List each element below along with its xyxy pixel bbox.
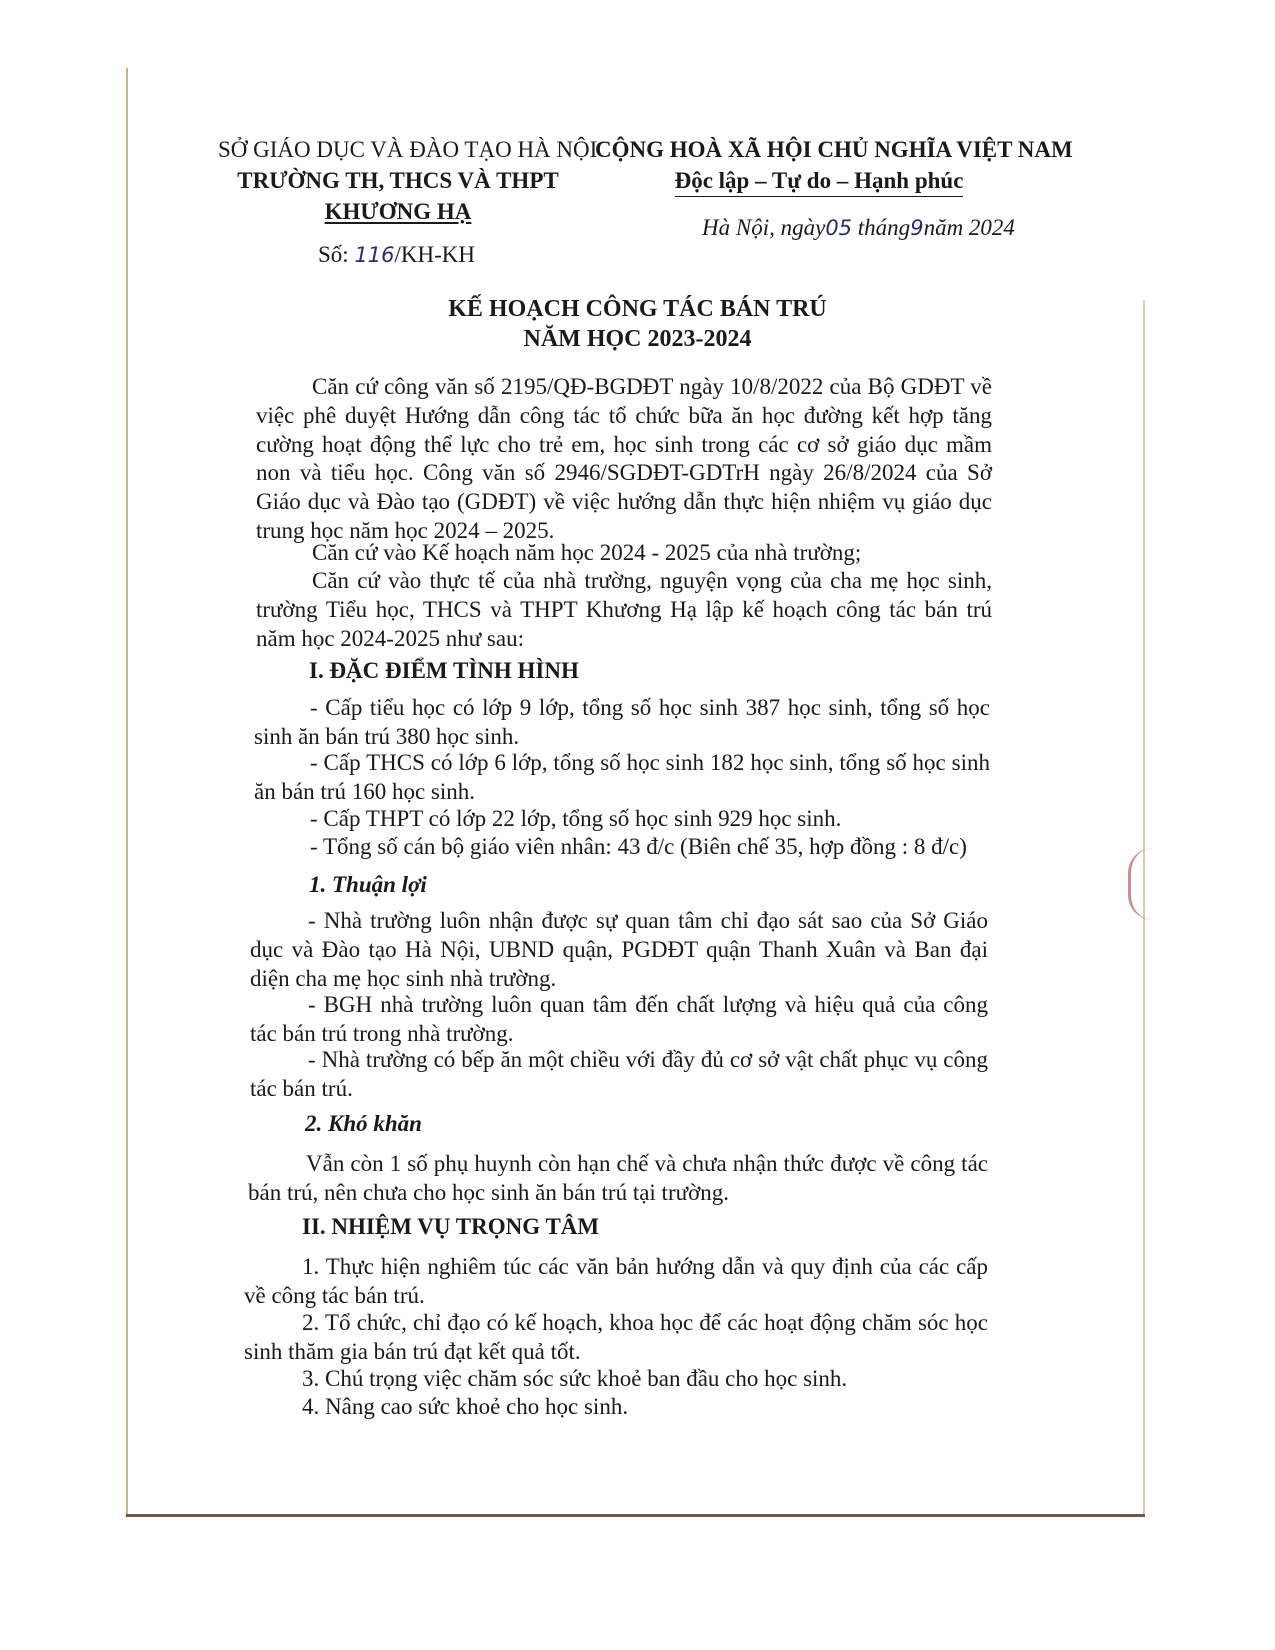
handwritten-month: 9	[910, 216, 924, 240]
issuer-school-name: KHƯƠNG HẠ	[324, 199, 472, 224]
section-1-item-4: - Tổng số cán bộ giáo viên nhân: 43 đ/c (Biên chế 35, hợp đồng : 8 đ/c)	[310, 834, 967, 859]
intro-paragraph-3: Căn cứ vào thực tế của nhà trường, nguyện vọng của cha mẹ học sinh, trường Tiểu học, THCS và THPT Khương Hạ lập kế hoạch công tác bán trú năm học 2024-2025 như sau:	[256, 568, 992, 651]
advantages-heading: 1. Thuận lợi	[309, 872, 427, 897]
section-1-heading: I. ĐẶC ĐIỂM TÌNH HÌNH	[309, 658, 579, 683]
section-2-heading: II. NHIỆM VỤ TRỌNG TÂM	[302, 1214, 600, 1239]
stamp-fragment	[1128, 848, 1153, 920]
page-left-edge	[126, 68, 128, 1516]
task-2: 2. Tổ chức, chỉ đạo có kế hoạch, khoa học để các hoạt động chăm sóc học sinh thăm gia bán trú đạt kết quả tốt.	[244, 1310, 988, 1364]
document-date: Hà Nội, ngày05 tháng9năm 2024	[702, 215, 1015, 240]
issuer-school: TRƯỜNG TH, THCS VÀ THPT	[237, 168, 559, 193]
national-motto-block	[595, 134, 1073, 196]
document-subtitle: NĂM HỌC 2023-2024	[523, 326, 752, 352]
task-1: 1. Thực hiện nghiêm túc các văn bản hướng dẫn và quy định của các cấp về công tác bán trú.	[244, 1254, 988, 1308]
national-motto: Độc lập – Tự do – Hạnh phúc	[595, 165, 1043, 196]
task-4: 4. Nâng cao sức khoẻ cho học sinh.	[302, 1394, 629, 1419]
advantage-2: - BGH nhà trường luôn quan tâm đến chất lượng và hiệu quả của công tác bán trú trong nhà trường.	[250, 992, 988, 1046]
section-1-item-3: - Cấp THPT có lớp 22 lớp, tổng số học sinh 929 học sinh.	[310, 806, 842, 831]
advantage-3: - Nhà trường có bếp ăn một chiều với đầy đủ cơ sở vật chất phục vụ công tác bán trú.	[250, 1047, 988, 1101]
issuer-department: SỞ GIÁO DỤC VÀ ĐÀO TẠO HÀ NỘI	[218, 137, 598, 162]
document-number: Số: 116/KH-KH	[318, 242, 476, 267]
handwritten-number: 116	[354, 243, 395, 267]
handwritten-day: 05	[825, 216, 853, 240]
page-bottom-edge	[126, 1514, 1145, 1517]
task-3: 3. Chú trọng việc chăm sóc sức khoẻ ban đầu cho học sinh.	[302, 1366, 848, 1391]
difficulty-1: Vẫn còn 1 số phụ huynh còn hạn chế và chưa nhận thức được về công tác bán trú, nên chưa cho học sinh ăn bán trú tại trường.	[248, 1151, 988, 1205]
advantage-1: - Nhà trường luôn nhận được sự quan tâm chỉ đạo sát sao của Sở Giáo dục và Đào tạo Hà Nội, UBND quận, PGDĐT quận Thanh Xuân và Ban đại diện cha mẹ học sinh nhà trường.	[250, 908, 988, 991]
section-1-item-1: - Cấp tiểu học có lớp 9 lớp, tổng số học sinh 387 học sinh, tổng số học sinh ăn bán trú 380 học sinh.	[254, 695, 990, 749]
document-title: KẾ HOẠCH CÔNG TÁC BÁN TRÚ	[448, 296, 827, 322]
intro-paragraph-1: Căn cứ công văn số 2195/QĐ-BGDĐT ngày 10/8/2022 của Bộ GDĐT về việc phê duyệt Hướng dẫn công tác tổ chức bữa ăn học đường kết hợp tăng cường hoạt động thể lực cho trẻ em, học sinh trong các cơ sở giáo dục mầm non và tiểu học. Công văn số 2946/SGDĐT-GDTrH ngày 26/8/2024 của Sở Giáo dục và Đào tạo (GDĐT) về việc hướng dẫn thực hiện nhiệm vụ giáo dục trung học năm học 2024 – 2025.	[256, 374, 992, 543]
difficulties-heading: 2. Khó khăn	[305, 1111, 422, 1136]
intro-paragraph-2: Căn cứ vào Kế hoạch năm học 2024 - 2025 của nhà trường;	[312, 540, 862, 565]
national-title: CỘNG HOÀ XÃ HỘI CHỦ NGHĨA VIỆT NAM	[595, 137, 1073, 162]
section-1-item-2: - Cấp THCS có lớp 6 lớp, tổng số học sinh 182 học sinh, tổng số học sinh ăn bán trú 160 học sinh.	[254, 750, 990, 804]
issuer-block	[218, 134, 598, 227]
